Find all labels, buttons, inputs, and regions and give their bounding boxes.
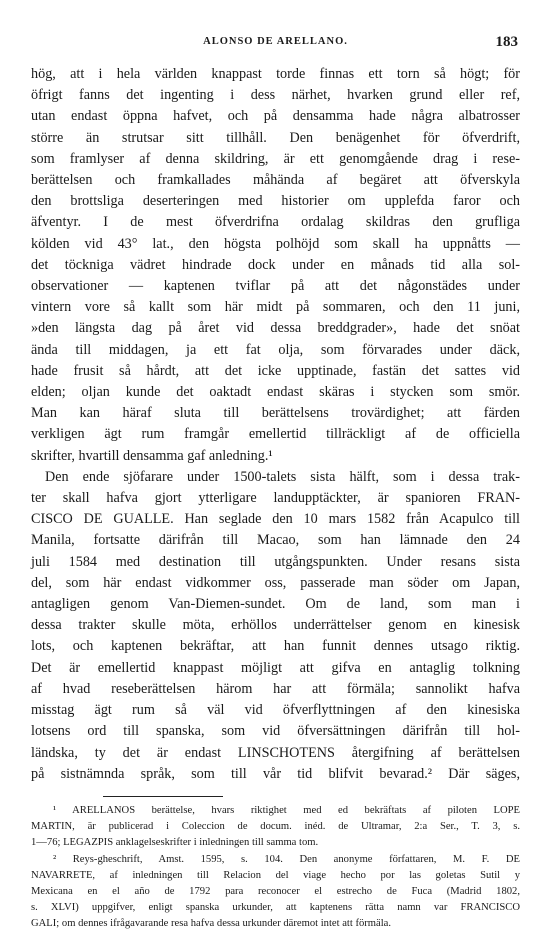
text-line: på sistnämnda språk, som till vår tid blifvit bevarad.² Där säges, — [31, 765, 520, 782]
text-line: äfventyr. I de mest öfverdrifna ordalag skildras den grufliga — [31, 214, 520, 231]
text-line: af hvad reseberättelsen härom har att förmäla; sannolikt hafva — [31, 680, 520, 697]
page-header — [31, 34, 520, 56]
text-line: den brottsliga deserteringen med historier om upplefda faror och — [31, 193, 520, 210]
text-line: verkligen ägt rum framgår emellertid tillräckligt af de officiella — [31, 426, 520, 443]
running-head: ALONSO DE ARELLANO. — [203, 36, 348, 47]
text-line: hade frusit så hårdt, att det icke upptinade, fastän det sattes vid — [31, 362, 520, 379]
footnote-line: MARTIN, är publicerad i Coleccion de docum. inéd. de Ultramar, 2:a Ser., T. 3, s. — [31, 821, 520, 833]
book-page — [31, 34, 520, 933]
text-line: Den ende sjöfarare under 1500-talets sista hälft, som i dessa trak- — [45, 468, 520, 485]
footnote-line: 1—76; LEGAZPIS anklagelseskrifter i inledningen till samma tom. — [31, 837, 319, 849]
text-line: del, som här endast vidkommer oss, passerade man söder om Japan, — [31, 574, 520, 591]
text-line: utan endast öppna hafvet, och på densamma hade några albatrosser — [31, 108, 520, 125]
text-line: Man kan häraf sluta till berättelsens trovärdighet; att färden — [31, 405, 520, 422]
text-line: juli 1584 med destination till utgångspunkten. Under resans sista — [31, 553, 520, 570]
text-line: hög, att i hela världen knappast torde finnas ett torn så högt; för — [31, 66, 520, 82]
text-line: Det är emellertid knappast möjligt att gifva en antaglig tolkning — [31, 659, 520, 676]
text-line: CISCO DE GUALLE. Han seglade den 10 mars 1582 från Acapulco till — [31, 511, 520, 528]
text-line: berättelsen och framkallades måhända af begäret att öfverskyla — [31, 172, 520, 189]
text-line: som framlyser af denna skildring, är ett genomgående drag i rese- — [31, 150, 520, 167]
text-line: dessa trakter skulle möta, erhöllos underrättelser genom en kinesisk — [31, 617, 520, 634]
text-line: ter skall hafva gjort ytterligare landupptäckter, är spanioren FRAN- — [31, 490, 520, 507]
footnotes — [31, 803, 520, 933]
footnote-line: NAVARRETE, af inledningen till Relacion del viage hecho por las goletas Sutil y — [31, 869, 520, 881]
body-text — [31, 64, 520, 785]
footnote-line: s. XLVI) uppgifver, enligt spanska urkunder, att kaptenens rätta namn var FRANCISCO — [31, 902, 520, 914]
text-line: kölden vid 43° lat., den högsta polhöjd som skall ha uppnåtts — — [31, 235, 520, 252]
footnote-line: ¹ ARELLANOS berättelse, hvars riktighet med ed bekräftats af piloten LOPE — [53, 804, 520, 816]
text-line: lotsens ord till spanska, som vid öfversättningen därifrån till hol- — [31, 723, 520, 740]
text-line: större än strutsar sitt tillhåll. Den benägenhet för öfverdrift, — [31, 129, 520, 146]
text-line: observationer — kaptenen tviflar på att det någonstädes under — [31, 278, 520, 295]
footnote-line: ² Reys-gheschrift, Amst. 1595, s. 104. Den anonyme författaren, M. F. DE — [53, 853, 520, 865]
page-number: 183 — [495, 34, 518, 50]
text-line: ända till middagen, ja ett fat olja, som förvarades under däck, — [31, 341, 520, 358]
text-line: ländska, ty det är endast LINSCHOTENS återgifning af berättelsen — [31, 744, 520, 761]
text-line: Manila, fortsatte därifrån till Macao, som han lämnade den 24 — [31, 532, 520, 549]
footnote-line: Mexicana en el año de 1792 para reconocer el estrecho de Fuca (Madrid 1802, — [31, 885, 520, 897]
text-line: lots, och kaptenen bekräftar, att han funnit dennes utsago riktig. — [31, 638, 520, 655]
text-line: skrifter, hvartill densamma gaf anledning.¹ — [31, 447, 273, 464]
text-line: antagligen genom Van-Diemen-sundet. Om de land, som man i — [31, 596, 520, 613]
text-line: »den längsta dag på året vid dessa breddgrader», hade det snöat — [31, 320, 520, 337]
text-line: elden; oljan kunde det oaktadt endast skäras i stycken som smör. — [31, 384, 520, 401]
footnote-line: GALI; om dennes ifrågavarande resa hafva dessa urkunder däremot intet att förmäla. — [31, 918, 392, 930]
text-line: öfrigt fanns det ingenting i dess närhet, hvarken grund eller ref, — [31, 87, 520, 104]
text-line: vintern vore så kallt som här midt på sommaren, och den 11 juni, — [31, 299, 520, 316]
footnote-divider — [103, 796, 223, 797]
text-line: det töckniga vädret hindrade dock under en månads tid alla sol- — [31, 256, 520, 273]
text-line: misstag ägt rum så väl vid öfverflyttningen af den kinesiska — [31, 702, 520, 719]
